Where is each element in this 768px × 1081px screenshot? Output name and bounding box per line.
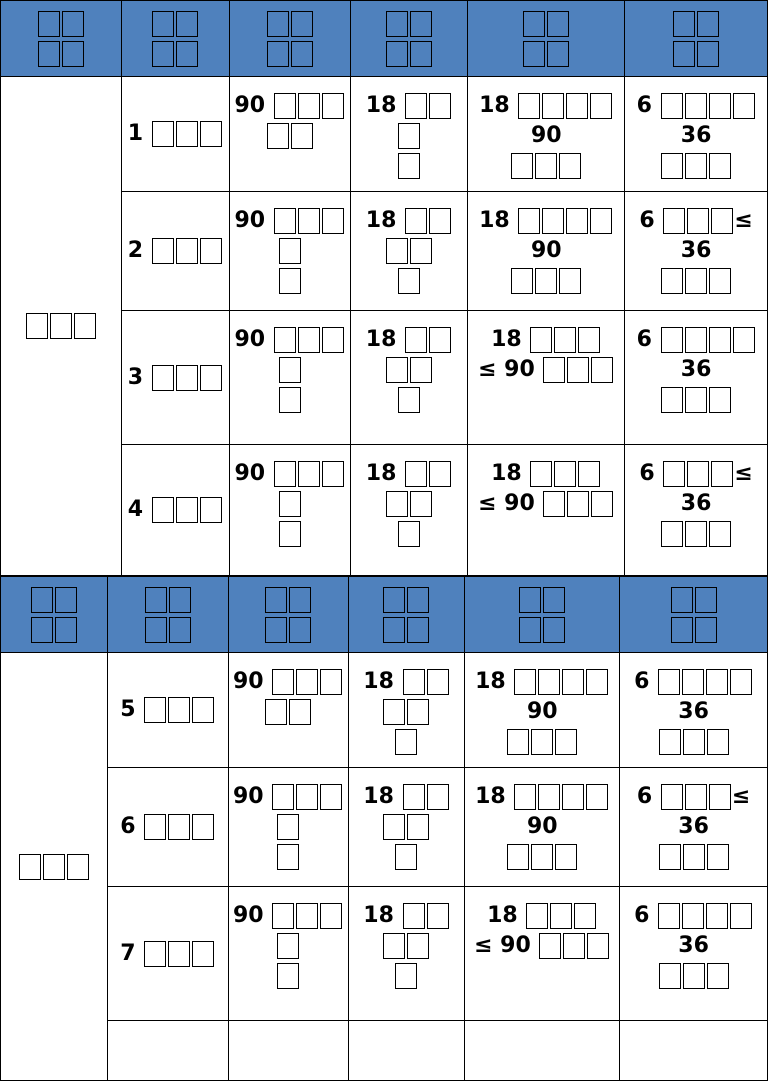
table-header-row bbox=[1, 577, 768, 653]
cell-c3: 90 bbox=[229, 311, 350, 445]
cell-c5 bbox=[465, 1021, 620, 1081]
cell-c4: 18 bbox=[348, 653, 465, 768]
header-cell bbox=[1, 1, 122, 77]
period-cell: 4 bbox=[121, 445, 229, 576]
header-cell bbox=[229, 1, 350, 77]
header-cell bbox=[121, 1, 229, 77]
header-cell bbox=[625, 1, 768, 77]
period-cell: 1 bbox=[121, 77, 229, 192]
cell-c4: 18 bbox=[348, 887, 465, 1021]
cell-c5: 18 90 bbox=[465, 653, 620, 768]
period-cell bbox=[107, 1021, 228, 1081]
cell-c3: 90 bbox=[229, 192, 350, 311]
period-cell: 7 bbox=[107, 887, 228, 1021]
cell-c3: 90 bbox=[228, 768, 348, 887]
table-header-row bbox=[1, 1, 768, 77]
cell-c6 bbox=[620, 1021, 768, 1081]
cell-c3 bbox=[228, 1021, 348, 1081]
cell-c6: 6 36 bbox=[625, 77, 768, 192]
header-cell bbox=[228, 577, 348, 653]
cell-c5: 18 ≤ 90 bbox=[468, 311, 625, 445]
cell-c5: 18 ≤ 90 bbox=[465, 887, 620, 1021]
cell-c4: 18 bbox=[350, 77, 468, 192]
cell-c4: 18 bbox=[350, 445, 468, 576]
cell-c4 bbox=[348, 1021, 465, 1081]
table-row bbox=[1, 768, 768, 887]
period-cell: 6 bbox=[107, 768, 228, 887]
cell-c4: 18 bbox=[350, 192, 468, 311]
header-cell bbox=[107, 577, 228, 653]
period-cell: 3 bbox=[121, 311, 229, 445]
table-row bbox=[1, 653, 768, 768]
header-cell bbox=[620, 577, 768, 653]
cell-c5: 18 90 bbox=[468, 192, 625, 311]
table-row bbox=[1, 1021, 768, 1081]
table-row bbox=[1, 887, 768, 1021]
group-cell bbox=[1, 653, 108, 1081]
schedule-table-2 bbox=[0, 576, 768, 1081]
cell-c4: 18 bbox=[350, 311, 468, 445]
period-cell: 5 bbox=[107, 653, 228, 768]
cell-c6: 6 ≤ 36 bbox=[625, 445, 768, 576]
header-cell bbox=[465, 577, 620, 653]
table-row bbox=[1, 77, 768, 192]
cell-c5: 18 ≤ 90 bbox=[468, 445, 625, 576]
cell-c6: 6 36 bbox=[620, 653, 768, 768]
cell-c6: 6 36 bbox=[620, 887, 768, 1021]
cell-c4: 18 bbox=[348, 768, 465, 887]
cell-c3: 90 bbox=[228, 887, 348, 1021]
cell-c3: 90 bbox=[229, 77, 350, 192]
cell-c5: 18 90 bbox=[465, 768, 620, 887]
cell-c6: 6 ≤ 36 bbox=[620, 768, 768, 887]
header-cell bbox=[1, 577, 108, 653]
cell-c6: 6 ≤ 36 bbox=[625, 192, 768, 311]
cell-c6: 6 36 bbox=[625, 311, 768, 445]
group-cell bbox=[1, 77, 122, 576]
period-cell: 2 bbox=[121, 192, 229, 311]
cell-c3: 90 bbox=[229, 445, 350, 576]
header-cell bbox=[350, 1, 468, 77]
header-cell bbox=[348, 577, 465, 653]
cell-c3: 90 bbox=[228, 653, 348, 768]
cell-c5: 18 90 bbox=[468, 77, 625, 192]
header-cell bbox=[468, 1, 625, 77]
